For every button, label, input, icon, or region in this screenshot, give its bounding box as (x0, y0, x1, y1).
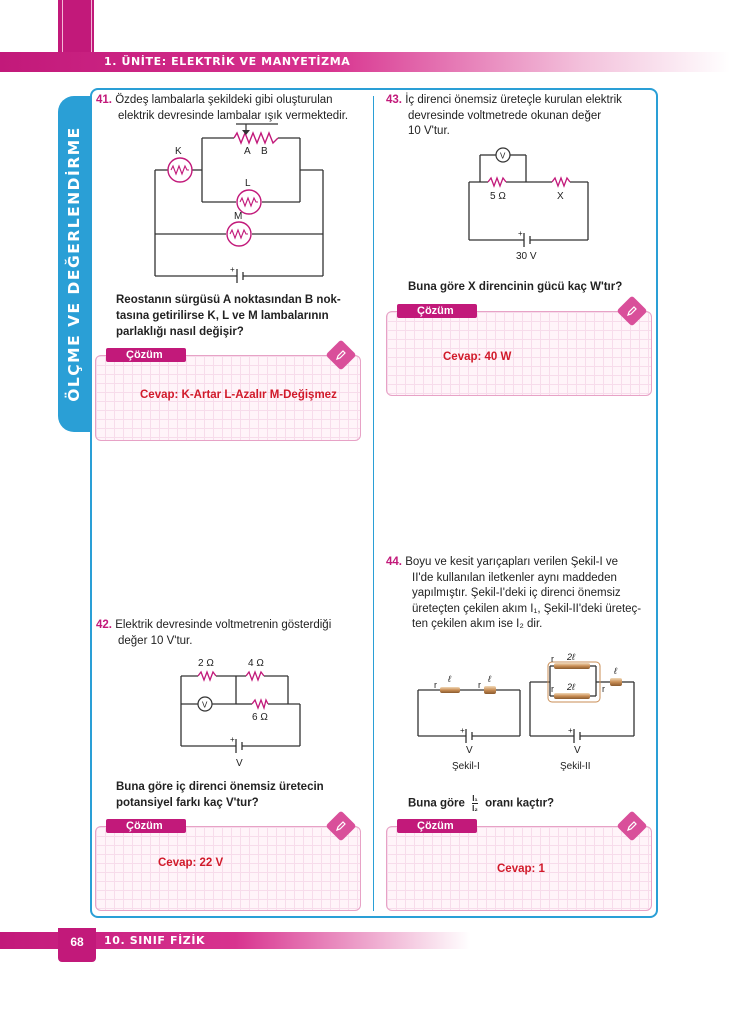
label-v: V (574, 745, 581, 756)
label-r: r (551, 684, 554, 694)
fraction-denominator: I₂ (472, 804, 478, 813)
conductor-rod-icon (554, 663, 590, 669)
question-41 (96, 93, 366, 124)
figure-2-label: Şekil-II (560, 761, 591, 772)
question-number: 43. (386, 94, 402, 106)
label-x: X (557, 191, 564, 202)
question-text-line: elektrik devresinde lambalar ışık vermektedir. (118, 109, 349, 122)
column-divider (373, 96, 374, 911)
battery-plus: + (230, 265, 235, 274)
voltmeter-label: V (202, 700, 208, 710)
conductor-rod-icon (440, 687, 460, 693)
question-text-line: üreteçten çekilen akım I₁, Şekil-II'deki üreteç- (412, 602, 642, 615)
voltmeter-label: V (500, 151, 506, 161)
figure-1-circuit (418, 674, 520, 772)
side-section-title: ÖLÇME VE DEĞERLENDİRME (65, 126, 83, 402)
question-text-line: Özdeş lambalarla şekildeki gibi oluşturulan (115, 94, 333, 106)
question-suffix: oranı kaçtır? (485, 797, 555, 810)
question-44 (386, 555, 658, 633)
question-text-line: Boyu ve kesit yarıçapları verilen Şekil-I ve (405, 556, 619, 568)
q43-question: Buna göre X direncinin gücü kaç W'tır? (408, 281, 623, 293)
label-b: B (261, 146, 268, 157)
label-m: M (234, 211, 243, 222)
question-text-line: ten çekilen akım ise I₂ dir. (412, 618, 543, 630)
question-line: tasına getirilirse K, L ve M lambalarının (116, 310, 329, 322)
question-text-line: II'de kullanılan iletkenler aynı maddeden (412, 571, 617, 584)
label-r: r (434, 680, 437, 690)
q41-solution-box (95, 349, 361, 441)
solution-label: Çözüm (106, 819, 186, 833)
resistor-x-icon (552, 178, 570, 186)
question-prefix: Buna göre (408, 797, 465, 810)
q41-circuit-diagram (150, 124, 330, 280)
battery-plus: + (460, 726, 465, 735)
label-source-v: V (236, 758, 243, 769)
answer-text: Cevap: 1 (497, 863, 545, 875)
battery-plus: + (518, 229, 523, 238)
label-r: r (551, 654, 554, 664)
question-number: 41. (96, 94, 112, 106)
battery-plus: + (568, 726, 573, 735)
q44-figures (414, 652, 640, 776)
conductor-rod-icon (554, 693, 590, 699)
question-43 (386, 93, 656, 140)
label-l: L (245, 178, 251, 189)
question-text-line: devresinde voltmetrede okunan değer (408, 109, 602, 122)
page-number: 68 (70, 935, 84, 949)
label-2-ohm: 2 Ω (198, 658, 214, 669)
label-30v: 30 V (516, 251, 537, 262)
q43-solution-box (386, 305, 652, 396)
question-text-line: yapılmıştır. Şekil-I'deki iç direnci önemsiz (412, 587, 621, 599)
label-k: K (175, 146, 182, 157)
resistor-4-icon (246, 672, 264, 680)
lamp-k-icon (168, 158, 192, 182)
solution-label: Çözüm (397, 304, 477, 318)
book-title: 10. SINIF FİZİK (104, 934, 206, 947)
label-2ell: 2ℓ (567, 682, 575, 692)
resistor-6-icon (252, 700, 268, 708)
label-a: A (244, 146, 251, 157)
label-r: r (602, 684, 605, 694)
q43-circuit-diagram (466, 146, 592, 262)
label-5-ohm: 5 Ω (490, 191, 506, 202)
question-number: 42. (96, 619, 112, 631)
question-42 (96, 618, 366, 649)
answer-text: Cevap: 40 W (443, 351, 512, 363)
q41-question (116, 292, 364, 340)
battery-plus: + (230, 735, 235, 744)
resistor-5-icon (488, 178, 506, 186)
conductor-rod-icon (484, 686, 496, 694)
solution-label: Çözüm (397, 819, 477, 833)
question-line: Reostanın sürgüsü A noktasından B nok- (116, 294, 341, 306)
label-ell: ℓ (614, 666, 617, 676)
q44-solution-box (386, 820, 652, 911)
question-number: 44. (386, 556, 402, 568)
q42-question (116, 779, 366, 811)
label-6-ohm: 6 Ω (252, 712, 268, 723)
question-text-line: Elektrik devresinde voltmetrenin gösterdiği (115, 619, 332, 631)
question-text-line: değer 10 V'tur. (118, 634, 193, 647)
lamp-m-icon (227, 222, 251, 246)
question-line: parlaklığı nasıl değişir? (116, 326, 244, 338)
conductor-rod-icon (610, 678, 622, 686)
resistor-2-icon (198, 672, 216, 680)
q42-solution-box (95, 820, 361, 911)
question-text-line: İç direnci önemsiz üreteçle kurulan elektrik (405, 94, 622, 106)
answer-text: Cevap: 22 V (158, 857, 224, 869)
q42-circuit-diagram (178, 656, 304, 768)
answer-text: Cevap: K-Artar L-Azalır M-Değişmez (140, 389, 337, 401)
question-line: potansiyel farkı kaç V'tur? (116, 797, 259, 809)
rheostat-icon (234, 133, 278, 143)
solution-label: Çözüm (106, 348, 186, 362)
q44-question (408, 794, 554, 813)
question-text-line: 10 V'tur. (408, 125, 450, 137)
label-ell: ℓ (488, 674, 491, 684)
label-ell: ℓ (448, 674, 451, 684)
fraction-numerator: I₁ (472, 794, 478, 803)
label-v: V (466, 745, 473, 756)
figure-1-label: Şekil-I (452, 761, 480, 772)
label-2ell: 2ℓ (567, 652, 575, 662)
unit-title: 1. ÜNİTE: ELEKTRİK VE MANYETİZMA (104, 55, 351, 68)
question-line: Buna göre iç direnci önemsiz üretecin (116, 781, 324, 793)
label-r: r (478, 680, 481, 690)
current-ratio-fraction (472, 794, 478, 813)
label-4-ohm: 4 Ω (248, 658, 264, 669)
figure-2-circuit (530, 652, 634, 772)
